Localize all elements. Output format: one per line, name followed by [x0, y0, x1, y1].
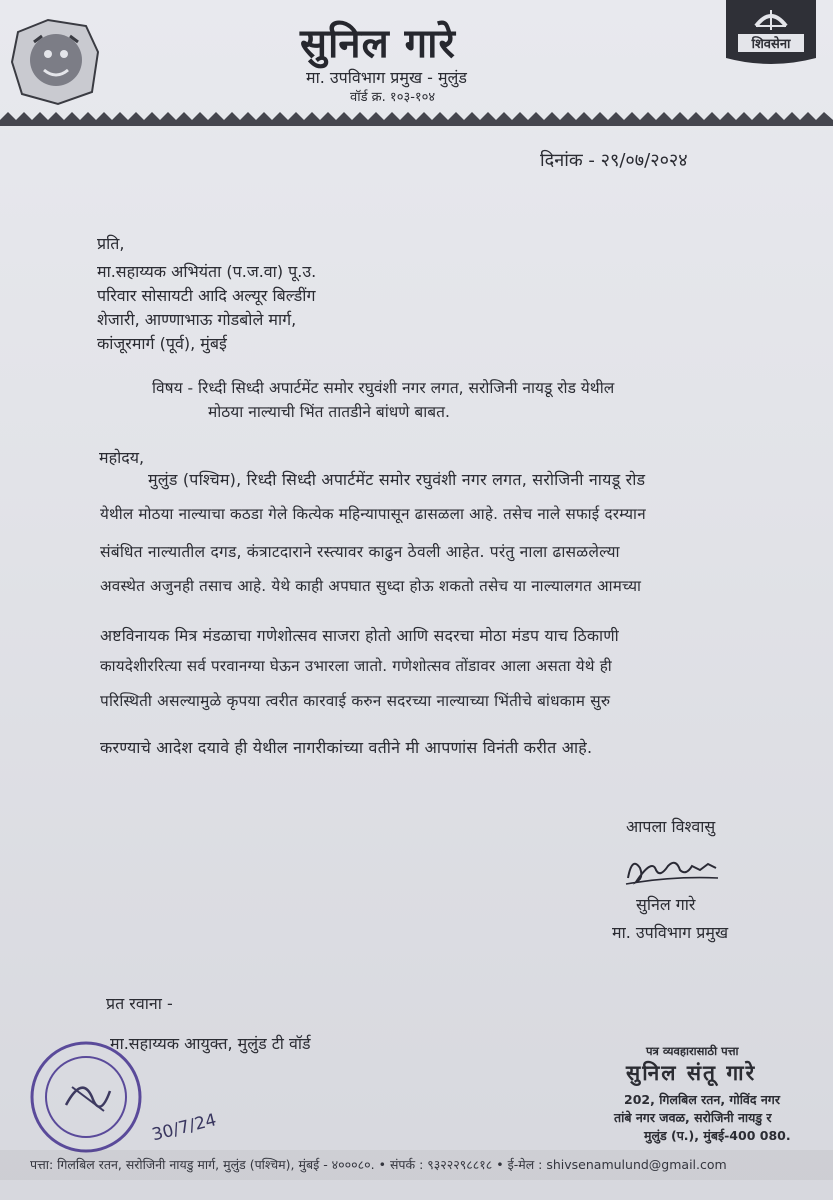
copy-to-line: मा.सहाय्यक आयुक्त, मुलुंड टी वॉर्ड — [110, 1034, 311, 1053]
closing-yours: आपला विश्वासु — [626, 817, 716, 836]
address-line: 202, गिलबिल रतन, गोविंद नगर — [624, 1092, 780, 1107]
letterhead-designation: मा. उपविभाग प्रमुख - मुलुंड — [306, 68, 467, 87]
recipient-line: कांजूरमार्ग (पूर्व), मुंबई — [97, 334, 227, 353]
body-line: अष्टविनायक मित्र मंडळाचा गणेशोत्सव साजरा होतो आणि सदरचा मोठा मंडप याच ठिकाणी — [100, 626, 619, 645]
subject-line: मोठया नाल्याची भिंत तातडीने बांधणे बाबत. — [208, 403, 450, 421]
recipient-line: परिवार सोसायटी आदि अल्यूर बिल्डींग — [97, 286, 316, 305]
signature — [622, 848, 722, 888]
letterhead-name: सुनिल गारे — [300, 21, 456, 67]
copy-to-label: प्रत रवाना - — [106, 994, 173, 1013]
recipient-line: शेजारी, आण्णाभाऊ गोडबोले मार्ग, — [97, 310, 297, 329]
body-line: परिस्थिती असल्यामुळे कृपया त्वरीत कारवाई करुन सदरच्या नाल्याच्या भिंतीचे बांधकाम सुरु — [100, 692, 611, 710]
closing-name: सुनिल गारे — [636, 895, 696, 914]
address-line: मुलुंड (प.), मुंबई-400 080. — [644, 1128, 791, 1143]
stamp-handwritten-date: 30/7/24 — [150, 1110, 219, 1146]
address-label: पत्र व्यवहारासाठी पत्ता — [646, 1044, 739, 1058]
tiger-emblem-icon — [8, 12, 104, 108]
office-stamp — [26, 1035, 148, 1157]
recipient-line: मा.सहाय्यक अभियंता (प.ज.वा) पू.उ. — [97, 262, 317, 281]
footer-contact: पत्ता: गिलबिल रतन, सरोजिनी नायडु मार्ग, मुलुंड (पश्चिम), मुंबई - ४०००८०. • संपर्क : ९३२२२९८८१८ • ई-मेल : shivsenamulund@gmail.com — [30, 1157, 727, 1172]
body-line: कायदेशीररित्या सर्व परवानग्या घेऊन उभारला जातो. गणेशोत्सव तोंडावर आला असता येथे ही — [100, 657, 612, 675]
letter-date: दिनांक - २९/०७/२०२४ — [540, 150, 688, 171]
address-line: तांबे नगर जवळ, सरोजिनी नायडु र — [614, 1110, 772, 1125]
body-line: अवस्थेत अजुनही तसाच आहे. येथे काही अपघात सुध्दा होऊ शकतो तसेच या नाल्यालगत आमच्या — [100, 577, 642, 595]
greeting: महोदय, — [99, 448, 145, 467]
subject-line: विषय - रिध्दी सिध्दी अपार्टमेंट समोर रघुवंशी नगर लगत, सरोजिनी नायडू रोड येथील — [152, 379, 615, 397]
body-line: येथील मोठया नाल्याचा कठडा गेले कित्येक महिन्यापासून ढासळला आहे. तसेच नाले सफाई दरम्यान — [100, 505, 646, 523]
decorative-border — [0, 110, 833, 134]
recipient-salutation: प्रति, — [97, 234, 125, 253]
body-line: संबंधित नाल्यातील दगड, कंत्राटदाराने रस्त्यावर काढुन ठेवली आहेत. परंतु नाला ढासळलेल्या — [100, 543, 620, 561]
letterhead-ward: वॉर्ड क्र. १०३-१०४ — [350, 90, 436, 105]
address-name: सुनिल संतू गारे — [626, 1061, 757, 1085]
shivsena-logo-icon — [716, 0, 826, 64]
closing-designation: मा. उपविभाग प्रमुख — [612, 923, 729, 942]
shivsena-logo-text: शिवसेना — [751, 37, 791, 52]
body-line: करण्याचे आदेश दयावे ही येथील नागरीकांच्या वतीने मी आपणांस विनंती करीत आहे. — [100, 738, 593, 757]
body-line: मुलुंड (पश्चिम), रिध्दी सिध्दी अपार्टमेंट समोर रघुवंशी नगर लगत, सरोजिनी नायडू रोड — [148, 470, 646, 489]
